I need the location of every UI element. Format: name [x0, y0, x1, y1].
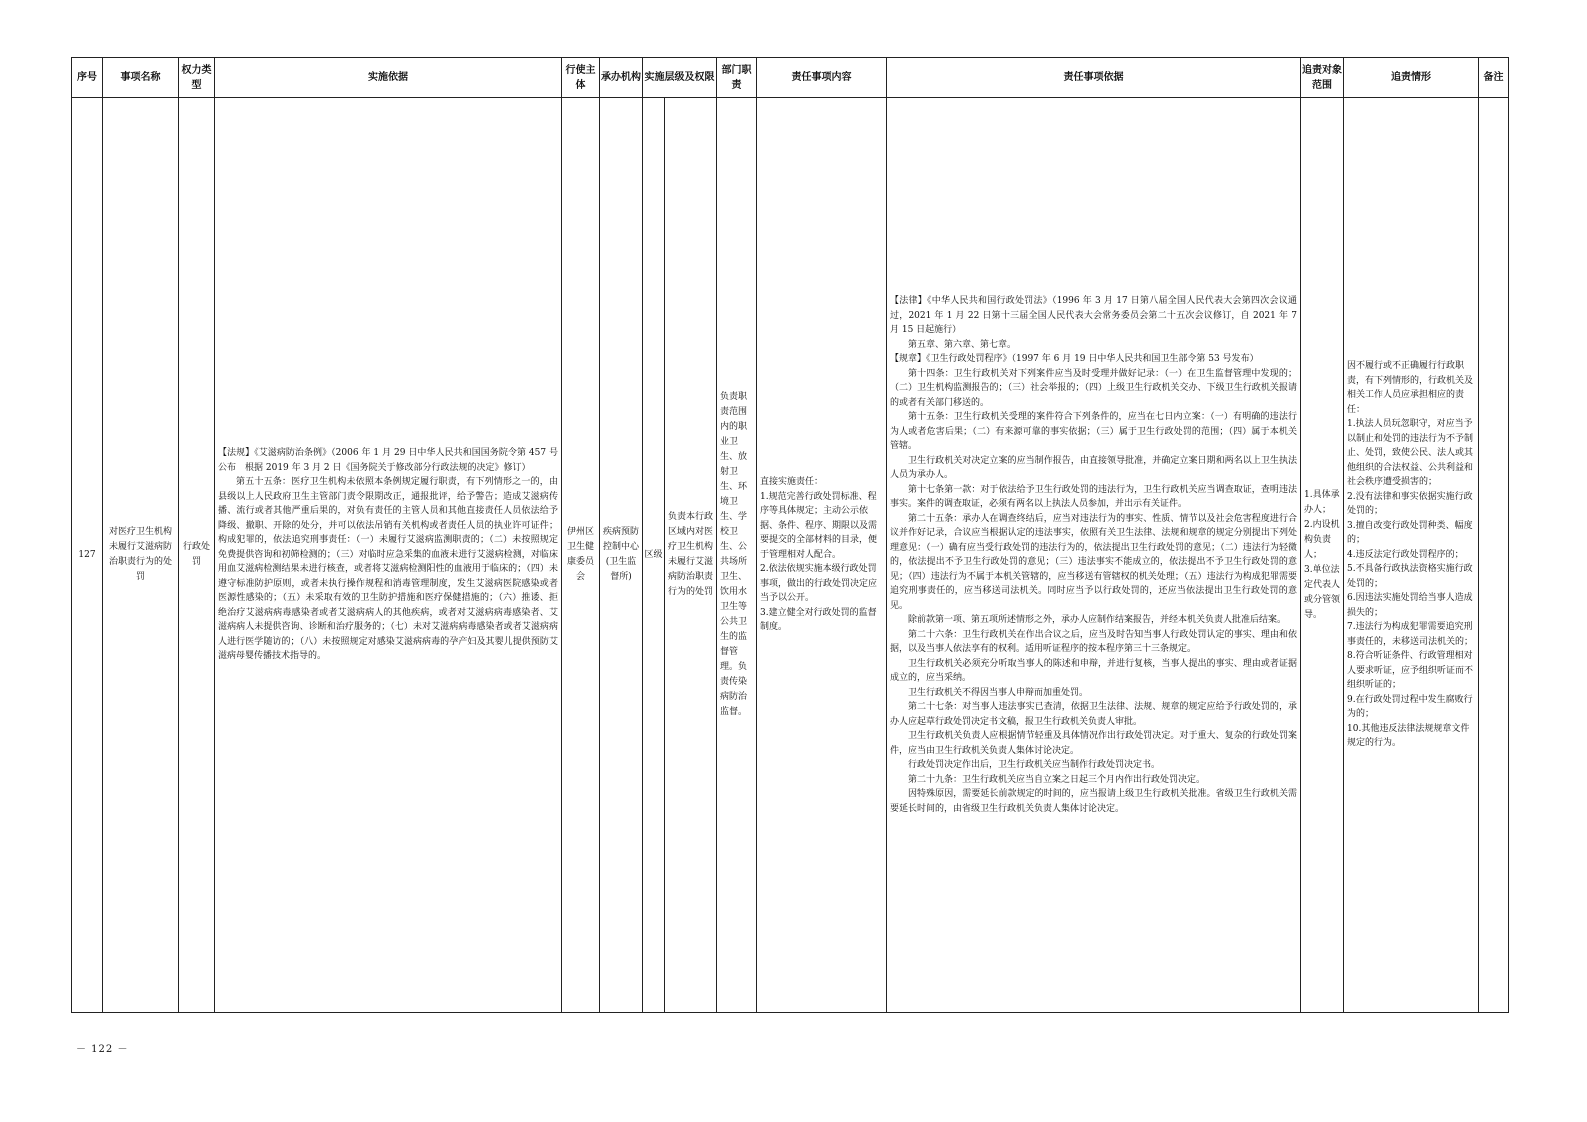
cell-resp-basis	[887, 98, 1301, 1013]
basis-source: 【法规】《艾滋病防治条例》（2006 年 1 月 29 日中华人民共和国国务院令第 457 号公布 根据 2019 年 3 月 2 日《国务院关于修改部分行政法规的决定》修订）	[218, 448, 558, 473]
circumstance-item: 4.违反法定行政处罚程序的；	[1347, 549, 1464, 560]
circumstance-item: 6.因违法实施处罚给当事人造成损失的；	[1347, 593, 1473, 618]
page-number: － 122 －	[76, 1044, 129, 1055]
resp-basis-paragraph: 卫生行政机关对决定立案的应当制作报告，由直接领导批准，并确定立案日期和两名以上卫生执法人员为承办人。	[890, 455, 1297, 480]
resp-basis-paragraph: 卫生行政机关负责人应根据情节轻重及具体情况作出行政处罚决定。对于重大、复杂的行政处罚案件，应当由卫生行政机关负责人集体讨论决定。	[890, 731, 1297, 756]
resp-basis-list	[890, 294, 1297, 816]
cell-circumstances	[1344, 98, 1479, 1013]
resp-basis-paragraph: 第十四条：卫生行政机关对下列案件应当及时受理并做好记录：（一）在卫生监督管理中发现的；（二）卫生机构监测报告的；（三）社会举报的；（四）上级卫生行政机关交办、下级卫生行政机关报请的或者有关部门移送的。	[890, 368, 1297, 408]
resp-basis-paragraph: 【规章】《卫生行政处罚程序》（1997 年 6 月 19 日中华人民共和国卫生部令第 53 号发布）	[890, 354, 1259, 364]
header-remark: 备注	[1479, 58, 1509, 98]
accountable-item: 3.单位法定代表人或分管领导。	[1304, 564, 1341, 620]
circumstance-item: 8.符合听证条件、行政管理相对人要求听证，应予组织听证而不组织听证的；	[1347, 651, 1474, 691]
header-resp-basis: 责任事项依据	[887, 58, 1301, 98]
accountable-item: 1.具体承办人；	[1304, 489, 1340, 515]
circumstance-item: 10.其他违反法律法规规章文件规定的行为。	[1347, 723, 1470, 749]
resp-basis-paragraph: 第二十六条：卫生行政机关在作出合议之后，应当及时告知当事人行政处罚认定的事实、理由和依据，以及当事人依法享有的权利。适用听证程序的按本程序第三十三条规定。	[890, 629, 1297, 654]
header-resp-content: 责任事项内容	[757, 58, 887, 98]
header-accountable: 追责对象范围	[1301, 58, 1344, 98]
resp-basis-paragraph: 卫生行政机关必须充分听取当事人的陈述和申辩，并进行复核，当事人提出的事实、理由或者证据成立的，应当采纳。	[890, 658, 1297, 683]
header-basis: 实施依据	[215, 58, 562, 98]
header-item-name: 事项名称	[103, 58, 179, 98]
accountable-item: 2.内设机构负责人；	[1304, 519, 1340, 560]
circumstance-item: 5.不具备行政执法资格实施行政处罚的；	[1347, 564, 1473, 589]
resp-basis-paragraph: 第十五条：卫生行政机关受理的案件符合下列条件的，应当在七日内立案：（一）有明确的违法行为人或者危害后果；（二）有来源可靠的事实依据；（三）属于卫生行政处罚的范围；（四）属于本机关管辖。	[890, 412, 1297, 451]
resp-basis-paragraph: 因特殊原因，需要延长前款规定的时间的，应当报请上级卫生行政机关批准。省级卫生行政机关需要延长时间的，由省级卫生行政机关负责人集体讨论决定。	[890, 789, 1297, 814]
cell-level: 区级	[643, 98, 665, 1013]
circumstance-item: 9.在行政处罚过程中发生腐败行为的；	[1347, 694, 1473, 720]
header-dept-duty: 部门职责	[717, 58, 757, 98]
resp-content-heading: 直接实施责任：	[760, 477, 824, 488]
resp-basis-paragraph: 第二十五条：承办人在调查终结后，应当对违法行为的事实、性质、情节以及社会危害程度进行合议并作好记录，合议应当根据认定的违法事实，依照有关卫生法律、法规和规章的规定分别提出下列处理意见：（一）确有应当受行政处罚的违法行为的，依法提出卫生行政处罚的意见；（二）违法行为轻微的，依法提出不予卫生行政处罚的意见；（三）违法事实不能成立的，依法提出不予卫生行政处罚的意见；（四）违法行为不属于本机关管辖的，应当移送有管辖权的机关处理；（五）违法行为构成犯罪需要追究刑事责任的，应当移送司法机关。同时应当予以行政处罚的，还应当依法提出卫生行政处罚的意见。	[890, 513, 1297, 611]
cell-remark	[1479, 98, 1509, 1013]
header-subject: 行使主体	[562, 58, 600, 98]
basis-article: 第五十五条：医疗卫生机构未依照本条例规定履行职责，有下列情形之一的，由县级以上人民政府卫生主管部门责令限期改正，通报批评，给予警告；造成艾滋病传播、流行或者其他严重后果的，对负有责任的主管人员和其他直接责任人员依法给予降级、撤职、开除的处分，并可以依法吊销有关机构或者责任人员的执业许可证件；构成犯罪的，依法追究刑事责任：（一）未履行艾滋病监测职责的；（二）未按照规定免费提供咨询和初筛检测的；（三）对临时应急采集的血液未进行艾滋病检测，对临床用血艾滋病检测结果未进行核查，或者将艾滋病检测阳性的血液用于临床的；（四）未遵守标准防护原则，或者未执行操作规程和消毒管理制度，发生艾滋病医院感染或者医源性感染的；（五）未采取有效的卫生防护措施和医疗保健措施的；（六）推诿、拒绝治疗艾滋病病毒感染者或者艾滋病病人的其他疾病，或者对艾滋病病毒感染者、艾滋病病人未提供咨询、诊断和治疗服务的；（七）未对艾滋病病毒感染者或者艾滋病病人进行医学随访的；（八）未按照规定对感染艾滋病病毒的孕产妇及其婴儿提供预防艾滋病母婴传播技术指导的。	[218, 477, 558, 662]
cell-power-type: 行政处罚	[179, 98, 215, 1013]
header-agency: 承办机构	[600, 58, 643, 98]
cell-agency: 疾病预防控制中心(卫生监督所)	[600, 98, 643, 1013]
resp-content-item: 1.规范完善行政处罚标准、程序等具体规定；主动公示依据、条件、程序、期限以及需要提交的全部材料的目录，便于管理相对人配合。	[760, 491, 878, 560]
circumstances-list	[1347, 359, 1475, 751]
circumstance-item: 7.违法行为构成犯罪需要追究刑事责任的，未移送司法机关的；	[1347, 622, 1474, 647]
table-row	[72, 98, 1509, 1013]
cell-authority: 负责本行政区域内对医疗卫生机构未履行艾滋病防治职责行为的处罚	[665, 98, 717, 1013]
circumstance-item: 2.没有法律和事实依据实施行政处罚的；	[1347, 491, 1473, 517]
header-seq: 序号	[72, 58, 103, 98]
cell-item-name: 对医疗卫生机构未履行艾滋病防治职责行为的处罚	[103, 98, 179, 1013]
resp-basis-paragraph: 行政处罚决定作出后，卫生行政机关应当制作行政处罚决定书。	[908, 760, 1161, 770]
resp-basis-paragraph: 卫生行政机关不得因当事人申辩而加重处罚。	[908, 687, 1089, 698]
header-power-type: 权力类型	[179, 58, 215, 98]
circumstance-item: 1.执法人员玩忽职守，对应当予以制止和处罚的违法行为不予制止、处罚，致使公民、法人或其他组织的合法权益、公共利益和社会秩序遭受损害的；	[1347, 419, 1474, 488]
resp-basis-paragraph: 第五章、第六章、第七章。	[908, 339, 1017, 350]
header-level: 实施层级及权限	[643, 58, 717, 98]
cell-basis	[215, 98, 562, 1013]
table-header-row	[72, 58, 1509, 98]
resp-basis-paragraph: 第二十七条：对当事人违法事实已查清，依据卫生法律、法规、规章的规定应给予行政处罚的，承办人应起草行政处罚决定书文稿，报卫生行政机关负责人审批。	[890, 702, 1297, 727]
cell-seq: 127	[72, 98, 103, 1013]
header-circumstances: 追责情形	[1344, 58, 1479, 98]
resp-basis-paragraph: 第二十九条：卫生行政机关应当自立案之日起三个月内作出行政处罚决定。	[908, 774, 1206, 785]
cell-subject: 伊州区卫生健康委员会	[562, 98, 600, 1013]
responsibility-table	[71, 57, 1509, 1013]
cell-dept-duty: 负责职责范围内的职业卫生、放射卫生、环境卫生、学校卫生、公共场所卫生、饮用水卫生等公共卫生的监督管理。负责传染病防治监督。	[717, 98, 757, 1013]
resp-content-item: 3.建立健全对行政处罚的监督制度。	[760, 607, 877, 633]
resp-content-item: 2.依法依规实施本级行政处罚事项，做出的行政处罚决定应当予以公开。	[760, 564, 878, 604]
resp-basis-paragraph: 【法律】《中华人民共和国行政处罚法》（1996 年 3 月 17 日第八届全国人民代表大会第四次会议通过，2021 年 1 月 22 日第十三届全国人民代表大会常务委员会第二十五次会议修订，自 2021 年 7 月 15 日起施行）	[890, 296, 1297, 335]
resp-basis-paragraph: 除前款第一项、第五项所述情形之外，承办人应制作结案报告，并经本机关负责人批准后结案。	[908, 615, 1287, 625]
cell-resp-content	[757, 98, 887, 1013]
circumstance-item: 因不履行或不正确履行行政职责，有下列情形的，行政机关及相关工作人员应承担相应的责任：	[1347, 361, 1474, 415]
cell-accountable	[1301, 98, 1344, 1013]
circumstance-item: 3.擅自改变行政处罚种类、幅度的；	[1347, 520, 1473, 546]
resp-basis-paragraph: 第十七条第一款：对于依法给予卫生行政处罚的违法行为，卫生行政机关应当调查取证，查明违法事实。案件的调查取证，必须有两名以上执法人员参加，并出示有关证件。	[890, 484, 1297, 509]
